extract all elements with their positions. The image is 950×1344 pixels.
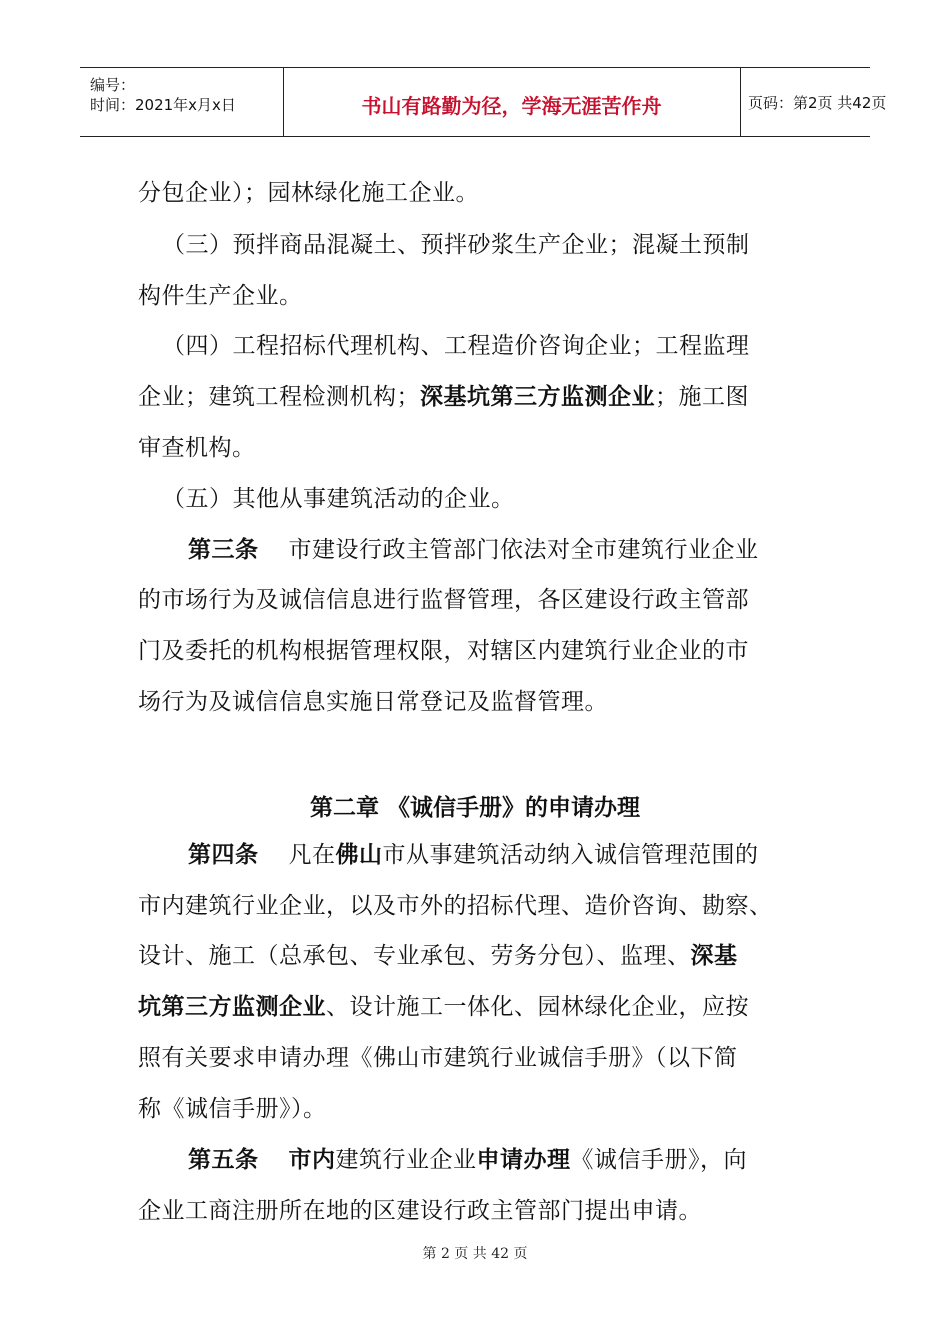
document-header [80, 67, 887, 137]
body-line [138, 992, 818, 1022]
body-line: 场行为及诚信信息实施日常登记及监督管理。 [138, 689, 608, 715]
body-line: 分包企业）；园林绿化施工企业。 [138, 180, 479, 206]
header-motto-cell [283, 68, 741, 136]
body-line: 照有关要求申请办理《佛山市建筑行业诚信手册》（以下简 [138, 1045, 738, 1071]
body-line: 构件生产企业。 [138, 283, 303, 309]
body-line: 审查机构。 [138, 435, 256, 461]
time-label: 时间：2021年x月x日 [90, 96, 236, 114]
body-line: 企业工商注册所在地的区建设行政主管部门提出申请。 [138, 1198, 702, 1224]
body-line: （五）其他从事建筑活动的企业。 [162, 486, 515, 512]
header-motto: 书山有路勤为径，学海无涯苦作舟 [361, 94, 662, 118]
text-run: 凡在 [288, 842, 336, 868]
body-line: 门及委托的机构根据管理权限，对辖区内建筑行业企业的市 [138, 638, 749, 664]
article-title: 第三条 [188, 537, 259, 563]
body-line [138, 941, 818, 971]
bold-text-run: 深基坑第三方监测企业 [420, 384, 655, 410]
header-page-code: 页码：第2页 共42页 [748, 94, 887, 112]
article-5-line [188, 1145, 868, 1175]
header-page-cell [740, 68, 887, 136]
text-run: 市从事建筑活动纳入诚信管理范围的 [382, 842, 759, 868]
body-line: （四）工程招标代理机构、工程造价咨询企业；工程监理 [162, 333, 750, 359]
chapter-heading: 第二章 《诚信手册》的申请办理 [309, 795, 640, 821]
page-footer: 第 2 页 共 42 页 [422, 1246, 528, 1262]
article-title: 第五条 [188, 1147, 259, 1173]
bold-text-run: 市内 [288, 1147, 336, 1173]
text-run: 《诚信手册》，向 [570, 1147, 747, 1173]
text-run: 市建设行政主管部门依法对全市建筑行业企业 [288, 537, 759, 563]
text-run: ；施工图 [655, 384, 749, 410]
article-4-line [188, 840, 868, 870]
article-3-line [188, 535, 868, 565]
bold-text-run: 坑第三方监测企业 [138, 994, 326, 1020]
text-run: 设计、施工（总承包、专业承包、劳务分包）、监理、 [138, 943, 691, 969]
body-line: （三）预拌商品混凝土、预拌砂浆生产企业；混凝土预制 [162, 232, 750, 258]
body-line: 的市场行为及诚信信息进行监督管理，各区建设行政主管部 [138, 587, 749, 613]
header-meta-cell [80, 68, 284, 136]
body-line: 称《诚信手册》）。 [138, 1096, 327, 1122]
bold-text-run: 深基 [690, 943, 738, 969]
bold-text-run: 佛山 [335, 842, 383, 868]
text-run: 企业；建筑工程检测机构； [138, 384, 420, 410]
number-label: 编号： [90, 76, 136, 94]
text-run: 、设计施工一体化、园林绿化企业，应按 [326, 994, 749, 1020]
text-run: 建筑行业企业 [335, 1147, 477, 1173]
body-line: 市内建筑行业企业，以及市外的招标代理、造价咨询、勘察、 [138, 893, 773, 919]
bold-text-run: 申请办理 [476, 1147, 571, 1173]
article-title: 第四条 [188, 842, 259, 868]
body-line [138, 382, 818, 412]
